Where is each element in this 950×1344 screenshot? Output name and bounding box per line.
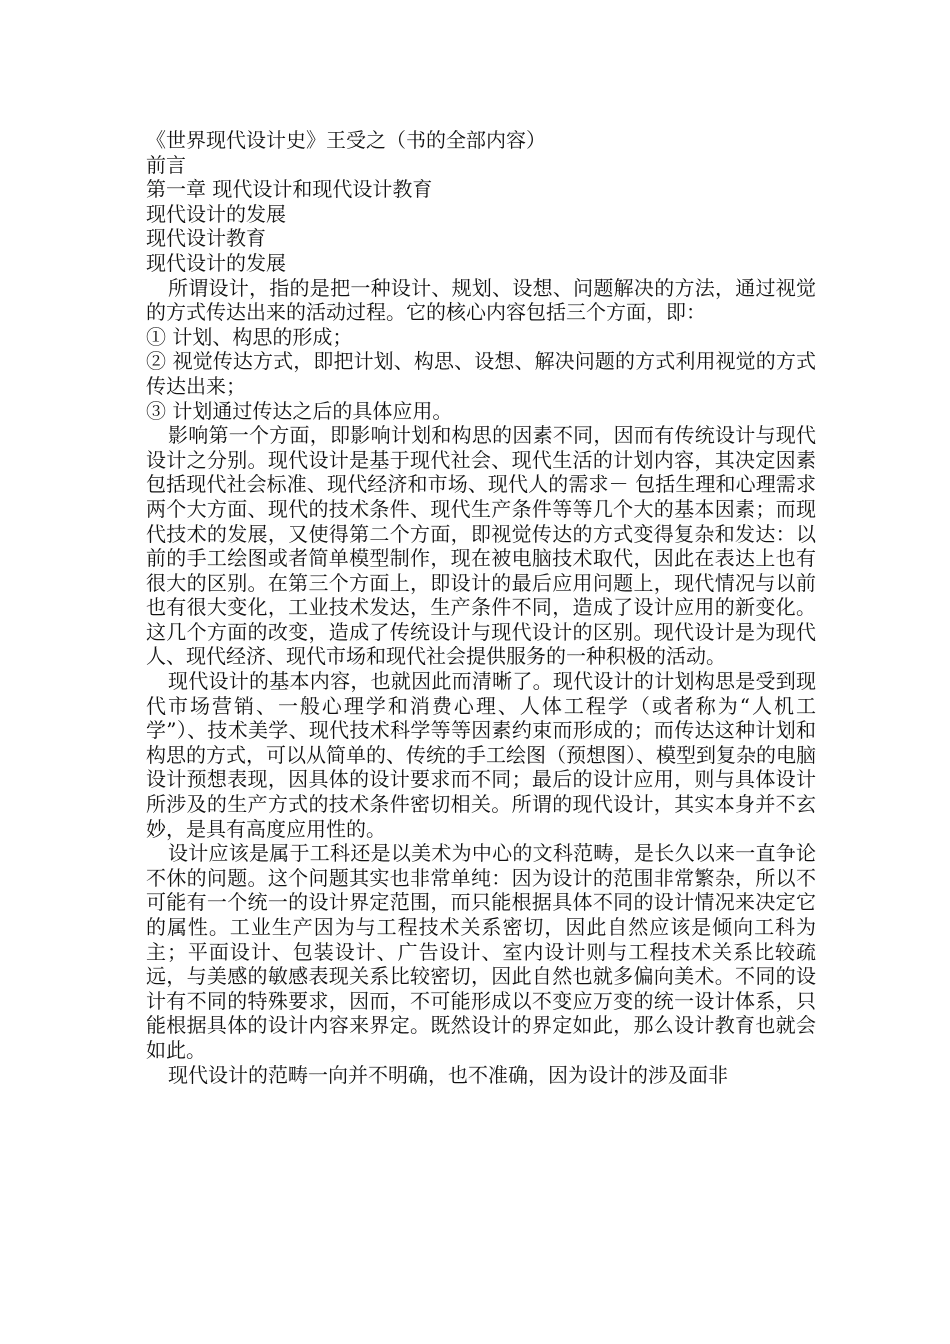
section-heading: 现代设计的发展 xyxy=(146,250,286,275)
document-body xyxy=(146,128,816,1087)
intro-paragraph: 所谓设计，指的是把一种设计、规划、设想、问题解决的方法，通过视觉的方式传达出来的活动过程。它的核心内容包括三个方面，即： xyxy=(146,275,816,325)
body-paragraph-2: 现代设计的基本内容，也就因此而清晰了。现代设计的计划构思是受到现代市场营销、一般心理学和消费心理、人体工程学（或者称为“人机工学”）、技术美学、现代技术科学等等因素约束而形成的；而传达这种计划和构思的方式，可以从简单的、传统的手工绘图（预想图）、模型到复杂的电脑设计预想表现，因具体的设计要求而不同；最后的设计应用，则与具体设计所涉及的生产方式的技术条件密切相关。所谓的现代设计，其实本身并不玄妙，是具有高度应用性的。 xyxy=(146,669,816,841)
list-item-2: ② 视觉传达方式，即把计划、构思、设想、解决问题的方式利用视觉的方式传达出来； xyxy=(146,349,816,398)
toc-item-chapter-one: 第一章 现代设计和现代设计教育 xyxy=(146,177,433,202)
toc-item-preface: 前言 xyxy=(146,152,186,177)
list-item-3: ③ 计划通过传达之后的具体应用。 xyxy=(146,398,453,423)
toc-item-modern-design-education: 现代设计教育 xyxy=(146,226,266,251)
body-paragraph-4: 现代设计的范畴一向并不明确，也不准确，因为设计的涉及面非 xyxy=(168,1062,728,1087)
document-title: 《世界现代设计史》王受之（书的全部内容） xyxy=(146,128,546,152)
list-item-1: ① 计划、构思的形成； xyxy=(146,324,353,349)
body-paragraph-3: 设计应该是属于工科还是以美术为中心的文科范畴，是长久以来一直争论不休的问题。这个问题其实也非常单纯：因为设计的范围非常繁杂，所以不可能有一个统一的设计界定范围，而只能根据具体不同的设计情况来决定它的属性。工业生产因为与工程技术关系密切，因此自然应该是倾向工科为主；平面设计、包装设计、广告设计、室内设计则与工程技术关系比较疏远，与美感的敏感表现关系比较密切，因此自然也就多偏向美术。不同的设计有不同的特殊要求，因而，不可能形成以不变应万变的统一设计体系，只能根据具体的设计内容来界定。既然设计的界定如此，那么设计教育也就会如此。 xyxy=(146,841,816,1062)
body-paragraph-1: 影响第一个方面，即影响计划和构思的因素不同，因而有传统设计与现代设计之分别。现代设计是基于现代社会、现代生活的计划内容，其决定因素包括现代社会标准、现代经济和市场、现代人的需求－ 包括生理和心理需求两个大方面、现代的技术条件、现代生产条件等等几个大的基本因素；而现代技术的发展，又使得第二个方面，即视觉传达的方式变得复杂和发达：以前的手工绘图或者简单模型制作，现在被电脑技术取代，因此在表达上也有很大的区别。在第三个方面上，即设计的最后应用问题上，现代情况与以前也有很大变化，工业技术发达，生产条件不同，造成了设计应用的新变化。这几个方面的改变，造成了传统设计与现代设计的区别。现代设计是为现代人、现代经济、现代市场和现代社会提供服务的一种积极的活动。 xyxy=(146,423,816,669)
toc-item-modern-design-development: 现代设计的发展 xyxy=(146,201,286,226)
